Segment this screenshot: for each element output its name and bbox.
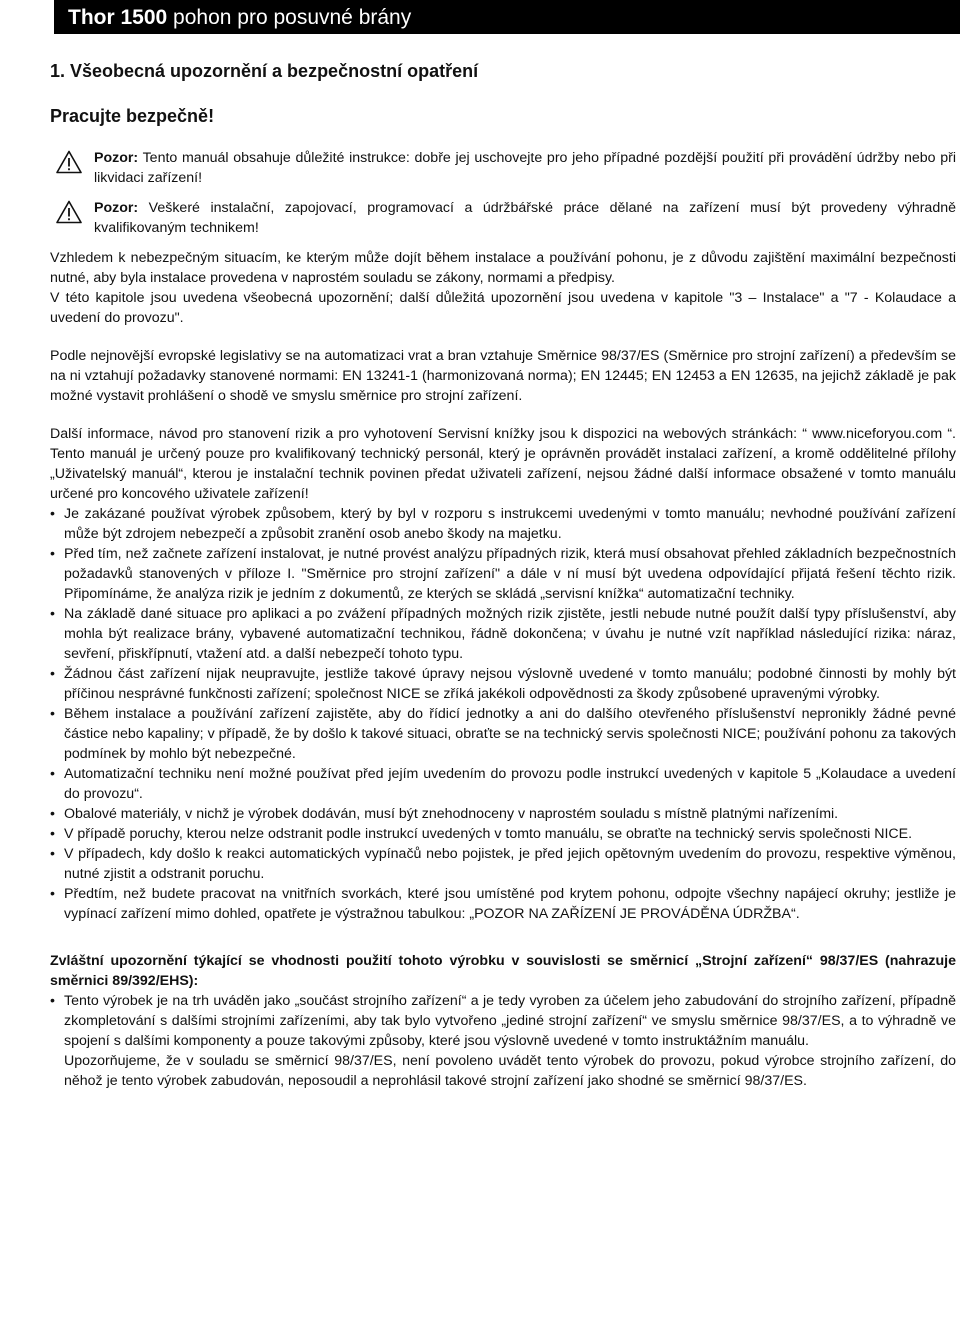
- warning-text: Tento manuál obsahuje důležité instrukce: dobře jej uschovejte pro jeho případné pozdější použití při provádění údržby nebo při likvidaci zařízení!: [94, 150, 956, 186]
- document-body: [50, 58, 956, 1091]
- list-item: • Předtím, než budete pracovat na vnitřních svorkách, které jsou umístěné pod krytem pohonu, odpojte všechny napájecí okruhy; jestliže je vypínací zařízení mimo dohled, opatřete je výstražnou tabulkou: „POZOR NA ZAŘÍZENÍ JE PROVÁDĚNA ÚDRŽBA“.: [50, 884, 956, 924]
- list-item: • V případě poruchy, kterou nelze odstranit podle instrukcí uvedených v tomto manuálu, se obraťte na technický servis společnosti NICE.: [50, 824, 956, 844]
- list-item: • Žádnou část zařízení nijak neupravujte, jestliže takové úpravy nejsou výslovně uvedené v tomto manuálu; podobné činnosti by mohly být příčinou nesprávné funkčnosti zařízení; společnost NICE se zříká jakékoli odpovědnosti za škody způsobené upravenými výrobky.: [50, 664, 956, 704]
- list-item: • Před tím, než začnete zařízení instalovat, je nutné provést analýzu případných rizik, která musí obsahovat přehled základních bezpečnostních požadavků stanovených v příloze I. "Směrnice pro strojní zařízení" a dále v ní musí být uvedena odpovídající přijatá řešení těchto rizik. Připomínáme, že analýza rizik je jedním z dokumentů, ze kterých se skládá „servisní knížka“ automatizační techniky.: [50, 544, 956, 604]
- section-title: 1. Všeobecná upozornění a bezpečnostní opatření: [50, 61, 479, 81]
- warning-label: Pozor:: [94, 150, 139, 166]
- list-item: • V případech, kdy došlo k reakci automatických vypínačů nebo pojistek, je před jejich opětovným uvedením do provozu, respektive výměnou, nutné zjistit a odstranit poruchu.: [50, 844, 956, 884]
- warning-2: [50, 198, 956, 238]
- final-note: Upozorňujeme, že v souladu se směrnicí 98/37/ES, není povoleno uvádět tento výrobek do provozu, pokud výrobce strojního zařízení, do něhož je tento výrobek zabudován, neposoudil a neprohlásil takové strojní zařízení jako shodné se směrnicí 98/37/ES.: [64, 1053, 956, 1089]
- list-item: • Automatizační techniku není možné používat před jejím uvedením do provozu podle instrukcí uvedených v kapitole 5 „Kolaudace a uvedení do provozu“.: [50, 764, 956, 804]
- list-item: • Tento výrobek je na trh uváděn jako „součást strojního zařízení“ a je tedy vyroben za účelem jeho zabudování do strojního zařízení, případně zkompletování s dalšími strojními zařízeními, aby tak bylo vytvořeno „jediné strojní zařízení“ ve smyslu směrnice 98/37/ES, a to výhradně ve spojení s dalšími komponenty a pouze takovými způsoby, které jsou výslovně uvedené v tomto instruktážním manuálu.: [50, 991, 956, 1051]
- list-item: • Je zakázané používat výrobek způsobem, který by byl v rozporu s instrukcemi uvedenými v tomto manuálu; nevhodné používání zařízení může být zdrojem nebezpečí a způsobit zranění osob anebo škody na majetku.: [50, 504, 956, 544]
- warning-1: [50, 148, 956, 188]
- special-bullet-list: [50, 991, 956, 1051]
- special-heading: Zvláštní upozornění týkající se vhodnosti použití tohoto výrobku v souvislosti se směrnicí „Strojní zařízení“ 98/37/ES (nahrazuje směrnici 89/392/EHS):: [50, 953, 956, 989]
- list-item: • Na základě dané situace pro aplikaci a po zvážení případných možných rizik zjistěte, jestli nebude nutné použít další typy příslušenství, aby mohla být realizace brány, vybavené automatizační technikou, řádně dokončena; v úvahu je nutné vzít například následující rizika: náraz, sevření, přiskřípnutí, vtažení atd. a další nebezpečí tohoto typu.: [50, 604, 956, 664]
- list-item: • Obalové materiály, v nichž je výrobek dodáván, musí být znehodnoceny v naprostém souladu s místně platnými nařízeními.: [50, 804, 956, 824]
- warning-triangle-icon: [56, 200, 82, 224]
- warning-triangle-icon: [56, 150, 82, 174]
- list-item: • Během instalace a používání zařízení zajistěte, aby do řídicí jednotky a ani do dalšího otevřeného příslušenství nepronikly žádné pevné částice nebo kapaliny; v případě, že by došlo k takové situaci, obraťte se na technický servis společnosti NICE; používání pohonu za takových podmínek by mohlo být nebezpečné.: [50, 704, 956, 764]
- paragraph-legislation: Podle nejnovější evropské legislativy se na automatizaci vrat a bran vztahuje Směrnice 98/37/ES (Směrnice pro strojní zařízení) a především se na ni vztahují požadavky stanovené normami: EN 13241-1 (harmonizovaná norma); EN 12445; EN 12453 a EN 12635, na jejichž základě je pak možné vystavit prohlášení o shodě ve smyslu směrnice pro strojní zařízení.: [50, 348, 956, 404]
- warning-text: Veškeré instalační, zapojovací, programovací a údržbářské práce dělané na zařízení musí být provedeny výhradně kvalifikovaným technikem!: [94, 200, 956, 236]
- paragraph-safety-context: Vzhledem k nebezpečným situacím, ke kterým může dojít během instalace a používání pohonu, je z důvodu zajištění maximální bezpečnosti nutné, aby byla instalace provedena v naprostém souladu se zákony, normami a předpisy.: [50, 250, 956, 286]
- safety-bullet-list: [50, 504, 956, 924]
- warning-label: Pozor:: [94, 200, 139, 216]
- paragraph-chapter-reference: V této kapitole jsou uvedena všeobecná upozornění; další důležitá upozornění jsou uvedena v kapitole "3 – Instalace" a "7 - Kolaudace a uvedení do provozu".: [50, 290, 956, 326]
- header-title: pohon pro posuvné brány: [167, 6, 412, 29]
- header-bar: [54, 0, 960, 34]
- product-name: Thor 1500: [68, 6, 168, 29]
- paragraph-more-info: Další informace, návod pro stanovení rizik a pro vyhotovení Servisní knížky jsou k dispozici na webových stránkách: “ www.niceforyou.com “. Tento manuál je určený pouze pro kvalifikovaný technický personál, který je oprávněn provádět instalaci zařízení, a kromě oddělitelné přílohy „Uživatelský manuál“, kterou je instalační technik povinen předat uživateli zařízení, nejsou žádné další informace obsažené v tomto manuálu určené pro koncového uživatele zařízení!: [50, 426, 956, 502]
- section-subtitle: Pracujte bezpečně!: [50, 106, 215, 126]
